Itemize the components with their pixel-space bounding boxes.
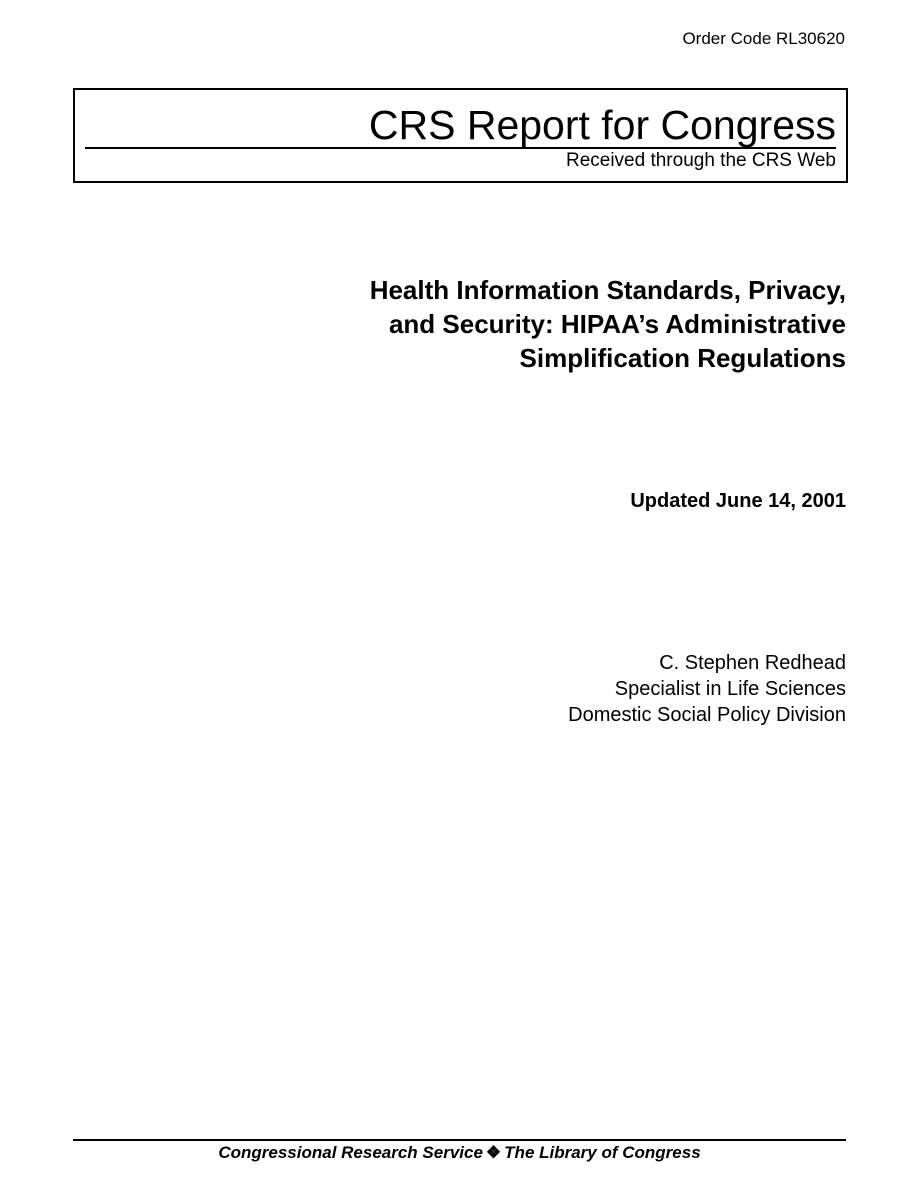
- report-series-subtitle: Received through the CRS Web: [565, 150, 836, 171]
- document-title-line: Simplification Regulations: [519, 343, 846, 373]
- header-divider: [85, 147, 836, 149]
- footer: [73, 1143, 846, 1163]
- report-header-box: [73, 88, 848, 183]
- footer-publisher: Congressional Research Service: [218, 1143, 483, 1162]
- author-division: Domestic Social Policy Division: [568, 704, 846, 726]
- document-title-line: Health Information Standards, Privacy,: [369, 275, 846, 305]
- document-title-line: and Security: HIPAA’s Administrative: [388, 309, 846, 339]
- report-series-title: CRS Report for Congress: [368, 102, 836, 148]
- footer-library: The Library of Congress: [504, 1143, 701, 1162]
- author-name: C. Stephen Redhead: [659, 652, 846, 674]
- updated-date: Updated June 14, 2001: [630, 490, 846, 512]
- footer-divider: [73, 1139, 846, 1141]
- diamond-separator-icon: ❖: [485, 1143, 502, 1162]
- author-block: [568, 650, 846, 728]
- document-title: [286, 273, 846, 375]
- author-position: Specialist in Life Sciences: [614, 678, 846, 700]
- order-code: Order Code RL30620: [682, 29, 845, 48]
